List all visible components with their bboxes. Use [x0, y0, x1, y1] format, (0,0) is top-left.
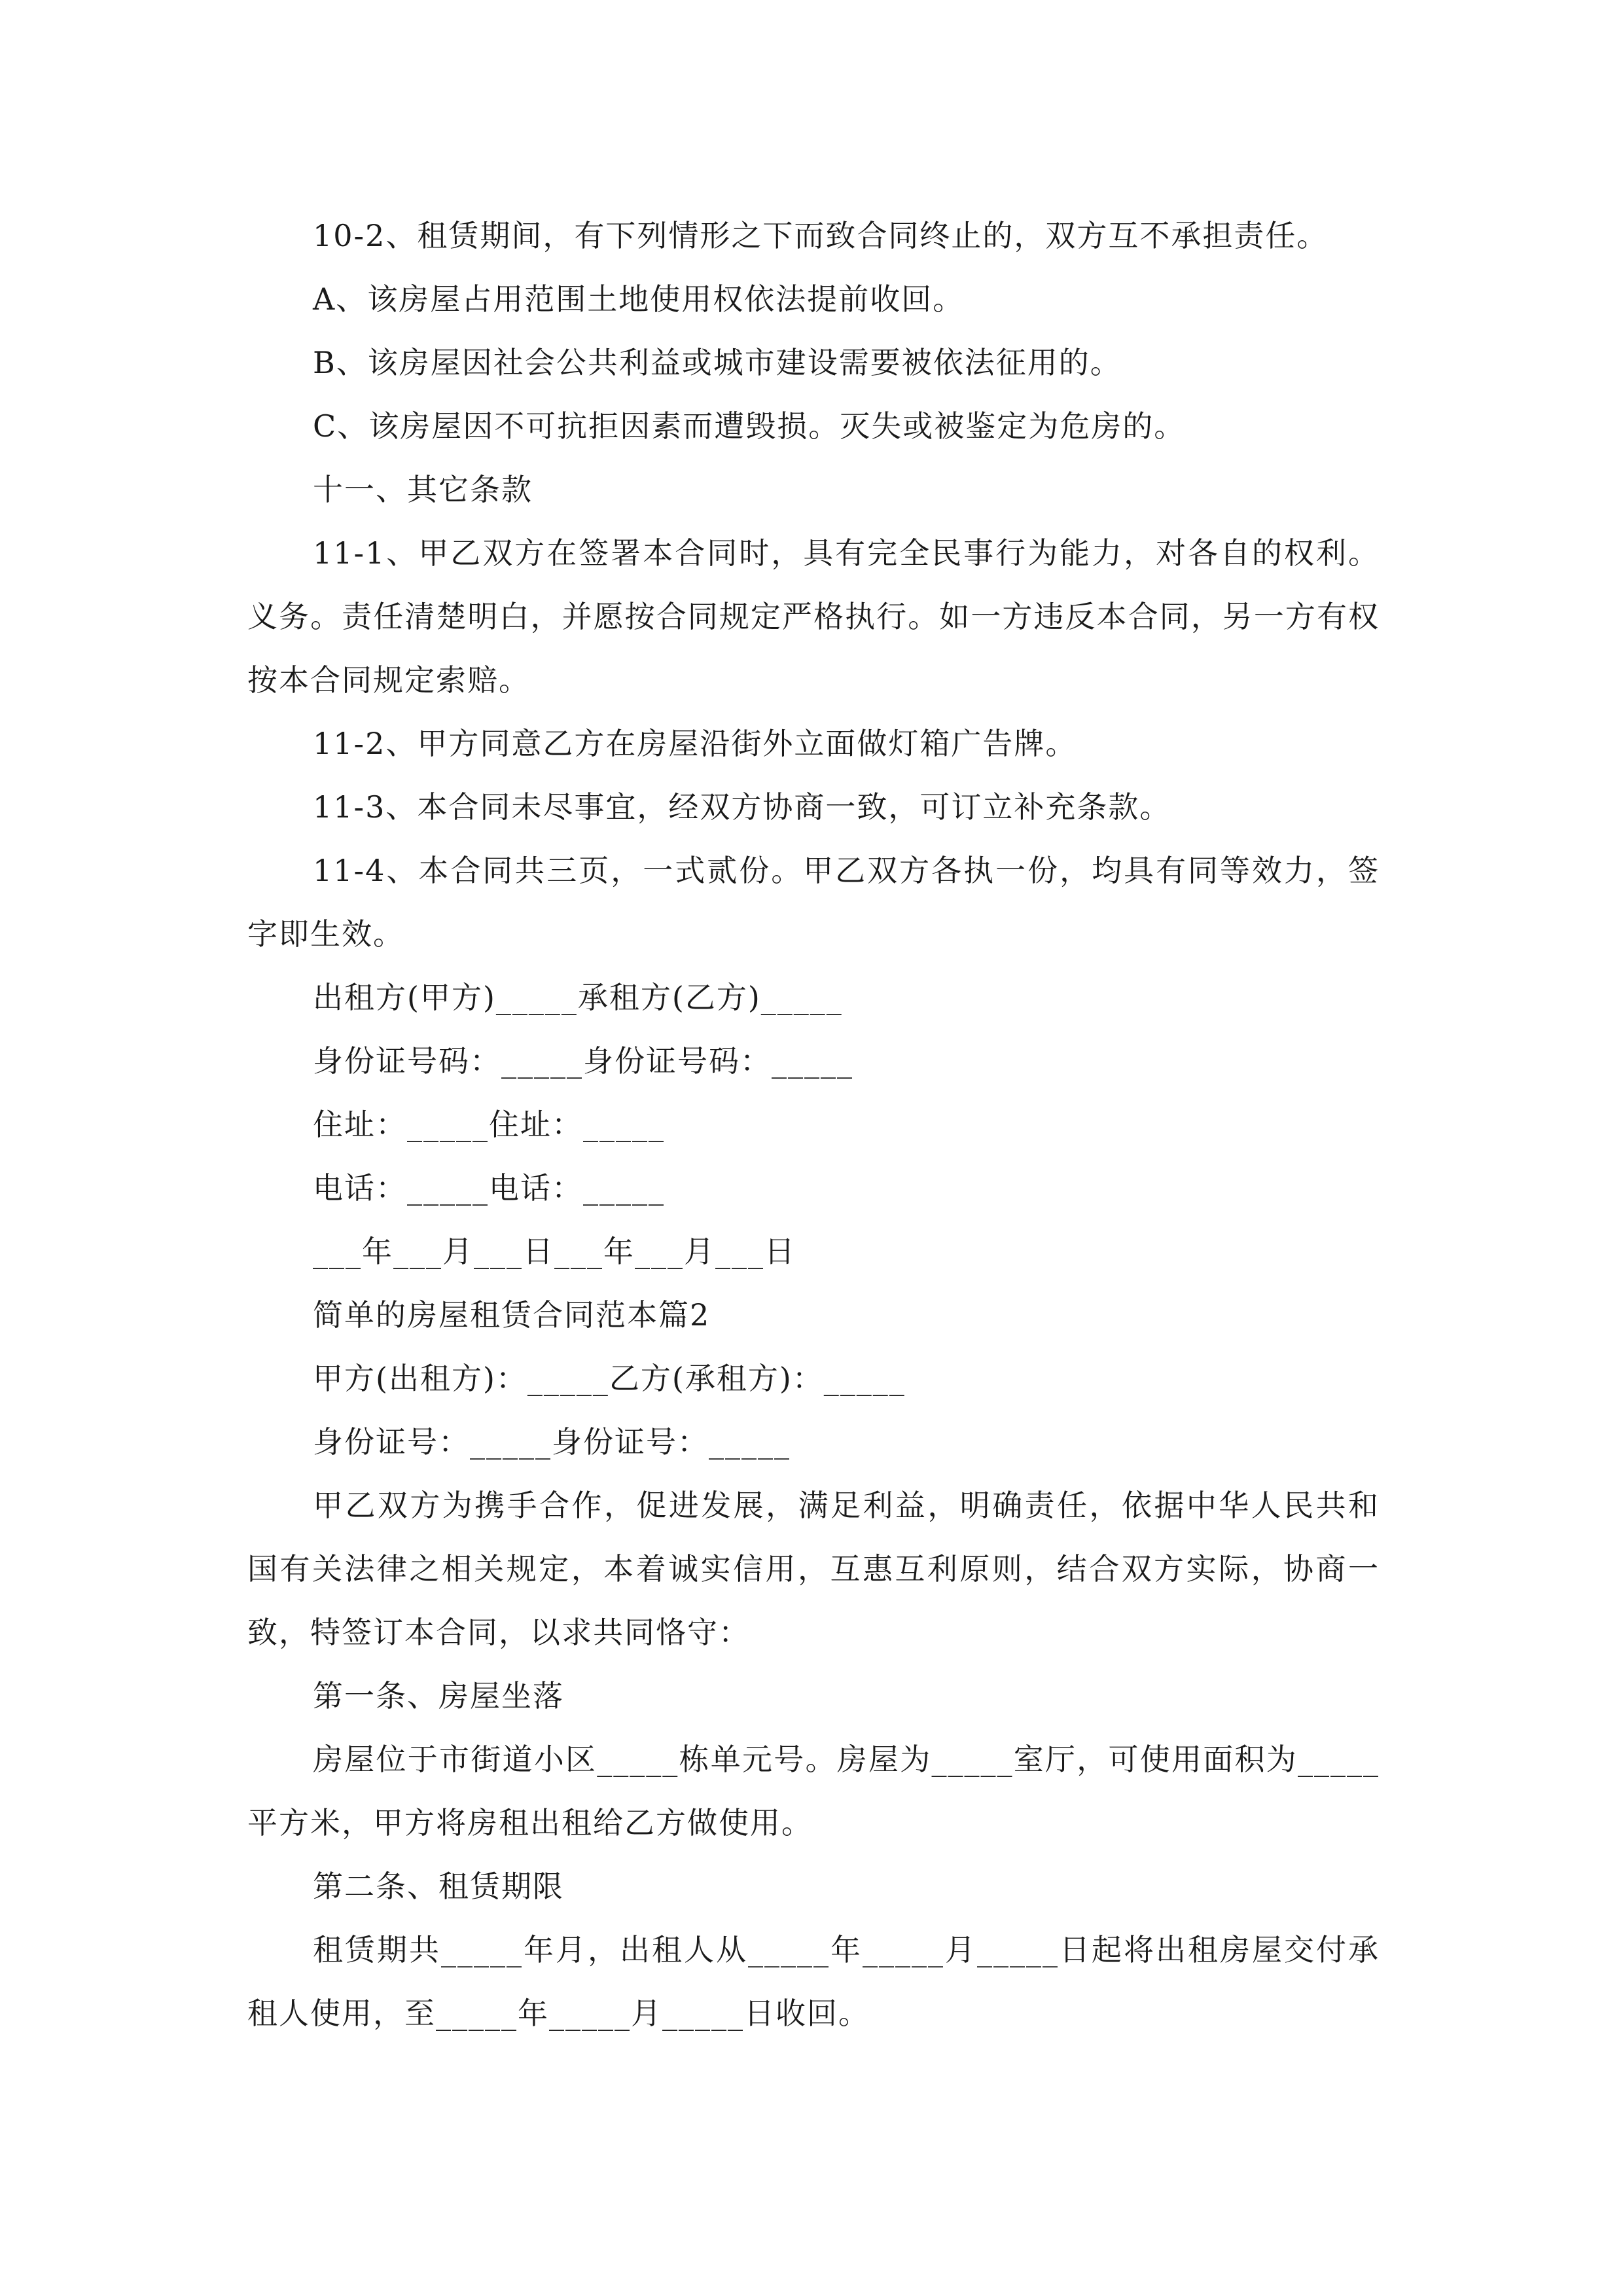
- article-1-body: 房屋位于市街道小区_____栋单元号。房屋为_____室厅，可使用面积为_____平方米，甲方将房租出租给乙方做使用。: [247, 1742, 1380, 1840]
- paragraph-10-2-c: C、该房屋因不可抗拒因素而遭毁损。灭失或被鉴定为危房的。: [313, 408, 1186, 444]
- paragraph-10-2-b: B、该房屋因社会公共利益或城市建设需要被依法征用的。: [313, 345, 1122, 380]
- id-line-2: 身份证号：_____身份证号：_____: [313, 1424, 791, 1460]
- document-title-part-2: 简单的房屋租赁合同范本篇2: [313, 1297, 711, 1333]
- paragraph-10-2-a: A、该房屋占用范围土地使用权依法提前收回。: [313, 281, 965, 317]
- paragraph-10-2: 10-2、租赁期间，有下列情形之下而致合同终止的，双方互不承担责任。: [313, 218, 1329, 253]
- article-1-heading: 第一条、房屋坐落: [313, 1678, 564, 1713]
- paragraph-11-3: 11-3、本合同未尽事宜，经双方协商一致，可订立补充条款。: [313, 789, 1171, 825]
- preamble-paragraph: 甲乙双方为携手合作，促进发展，满足利益，明确责任，依据中华人民共和国有关法律之相关规定，本着诚实信用，互惠互利原则，结合双方实际，协商一致，特签订本合同，以求共同恪守：: [247, 1488, 1380, 1650]
- paragraph-11-4: 11-4、本合同共三页，一式贰份。甲乙双方各执一份，均具有同等效力，签字即生效。: [247, 853, 1380, 952]
- signature-parties-line: 出租方(甲方)_____承租方(乙方)_____: [313, 980, 843, 1015]
- paragraph-11-2: 11-2、甲方同意乙方在房屋沿街外立面做灯箱广告牌。: [313, 726, 1077, 761]
- parties-line-2: 甲方(出租方)：_____乙方(承租方)：_____: [313, 1361, 906, 1396]
- article-2-heading: 第二条、租赁期限: [313, 1869, 564, 1904]
- article-2-body: 租赁期共_____年月，出租人从_____年_____月_____日起将出租房屋交付承租人使用，至_____年_____月_____日收回。: [247, 1932, 1380, 2031]
- signature-phone-line: 电话：_____电话：_____: [313, 1170, 665, 1206]
- section-heading-11: 十一、其它条款: [313, 472, 533, 507]
- signature-address-line: 住址：_____住址：_____: [313, 1107, 665, 1142]
- signature-date-line: ___年___月___日___年___月___日: [313, 1234, 796, 1269]
- document-body: [247, 204, 1380, 2045]
- paragraph-11-1: 11-1、甲乙双方在签署本合同时，具有完全民事行为能力，对各自的权利。义务。责任清楚明白，并愿按合同规定严格执行。如一方违反本合同，另一方有权按本合同规定索赔。: [247, 535, 1380, 698]
- signature-id-line: 身份证号码：_____身份证号码：_____: [313, 1043, 853, 1079]
